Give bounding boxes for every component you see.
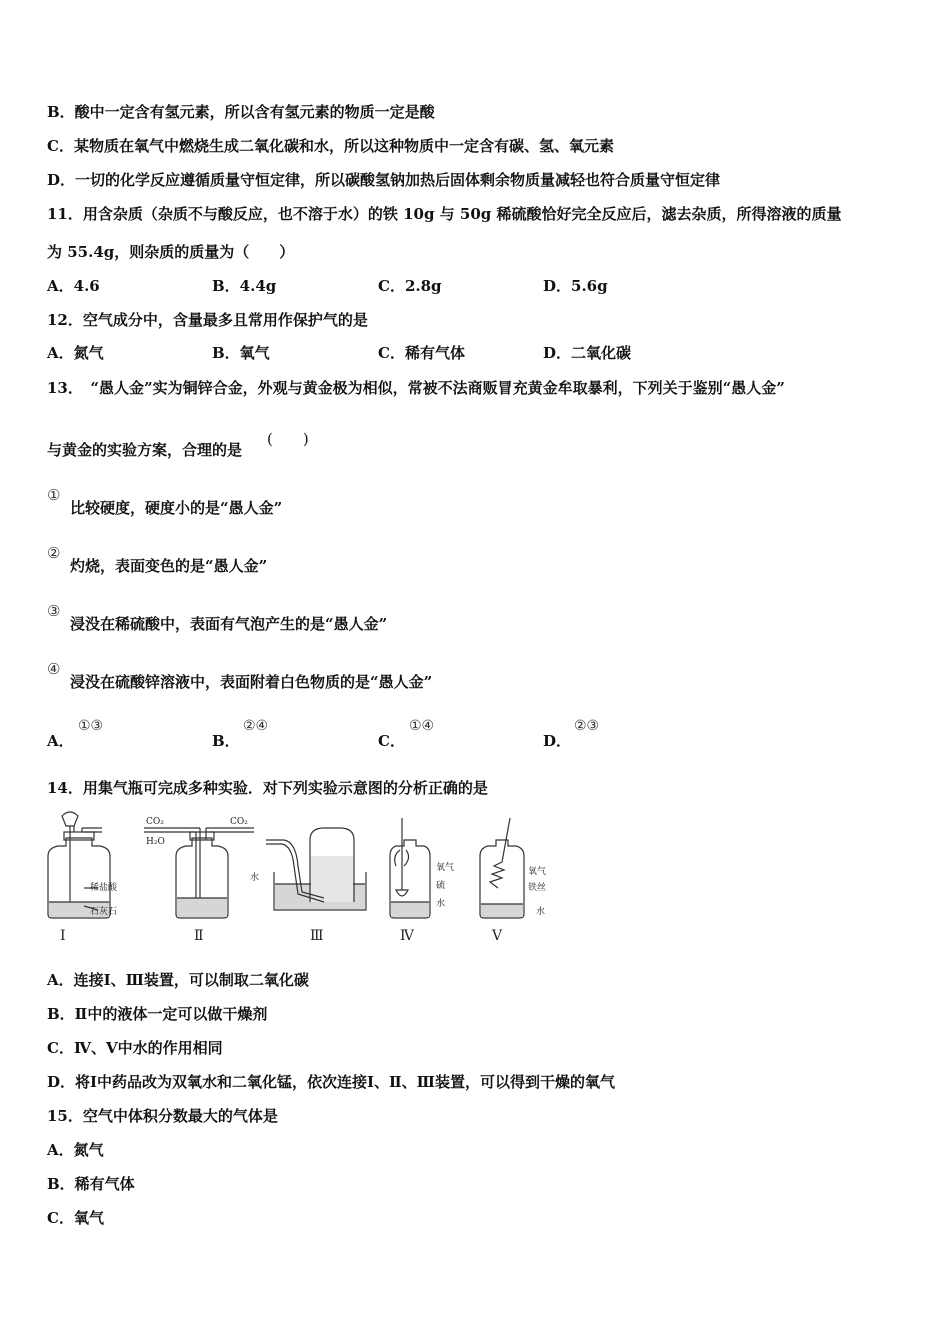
q10-option-c: C．某物质在氧气中燃烧生成二氧化碳和水，所以这种物质中一定含有碳、氢、氧元素 [47,137,614,155]
roman-5: Ⅴ [492,928,503,944]
q13-option-d: D． [543,732,572,750]
q12-stem: 12．空气成分中，含量最多且常用作保护气的是 [47,311,368,329]
label-oxygen-5: 氧气 [528,867,547,877]
label-oxygen-4: 氧气 [436,863,455,873]
q13-option-d-nums: ②③ [574,718,600,734]
q12-option-d: D．二氧化碳 [543,344,632,362]
label-co2-out: CO₂ [230,817,248,827]
q12-option-b: B．氧气 [212,344,270,362]
apparatus-4 [390,818,430,918]
q13-item4-text: 浸没在硫酸锌溶液中，表面附着白色物质的是“愚人金” [70,673,433,691]
label-co2-in: CO₂ [146,817,164,827]
q13-item4-number: ④ [47,660,61,678]
q13-item2-number: ② [47,544,61,562]
label-limestone: 石灰石 [90,907,118,917]
q12-option-a: A．氮气 [47,344,104,362]
q11-option-c: C．2.8g [378,277,442,295]
q13-stem-line2: 与黄金的实验方案，合理的是 [47,441,243,459]
q13-stem-line1: 13． “愚人金”实为铜锌合金，外观与黄金极为相似，常被不法商贩冒充黄金牟取暴利，下列关于鉴别“愚人金” [47,379,785,397]
roman-1: Ⅰ [60,928,66,944]
q12-option-c: C．稀有气体 [378,344,465,362]
label-water-3: 水 [250,873,260,883]
q13-option-c-nums: ①④ [409,718,435,734]
apparatus-5 [480,818,524,918]
q13-item3-number: ③ [47,602,61,620]
q14-option-b: B．Ⅱ中的液体一定可以做干燥剂 [47,1005,268,1023]
q11-option-a: A．4.6 [47,277,100,295]
q13-option-c: C． [378,732,405,750]
q14-stem: 14．用集气瓶可完成多种实验．对下列实验示意图的分析正确的是 [47,779,488,797]
q14-option-c: C．Ⅳ、Ⅴ中水的作用相同 [47,1039,223,1057]
q10-option-d: D．一切的化学反应遵循质量守恒定律，所以碳酸氢钠加热后固体剩余物质量减轻也符合质量守恒定律 [47,171,721,189]
apparatus-1 [48,812,110,918]
q14-option-a: A．连接Ⅰ、Ⅲ装置，可以制取二氧化碳 [47,971,309,989]
roman-4: Ⅳ [400,928,414,944]
q13-item3-text: 浸没在稀硫酸中，表面有气泡产生的是“愚人金” [70,615,388,633]
q13-option-b: B． [212,732,240,750]
q13-item1-number: ① [47,486,61,504]
label-iron-wire: 铁丝 [528,883,547,893]
roman-2: Ⅱ [194,928,204,944]
label-water-5: 水 [536,907,546,917]
q13-answer-paren: ( ) [267,430,309,448]
q13-item2-text: 灼烧，表面变色的是“愚人金” [70,557,268,575]
q14-apparatus-figure [40,806,560,946]
q11-stem-line1: 11．用含杂质（杂质不与酸反应，也不溶于水）的铁 10g 与 50g 稀硫酸恰好完全反应后，滤去杂质，所得溶液的质量 [47,205,842,223]
label-water-4: 水 [436,899,446,909]
q15-option-c: C．氧气 [47,1209,104,1227]
apparatus-3 [266,828,366,910]
q13-item1-text: 比较硬度，硬度小的是“愚人金” [70,499,283,517]
q15-stem: 15．空气中体积分数最大的气体是 [47,1107,278,1125]
label-h2o: H₂O [146,837,165,847]
q11-option-d: D．5.6g [543,277,608,295]
q15-option-a: A．氮气 [47,1141,104,1159]
q11-option-b: B．4.4g [212,277,277,295]
q15-option-b: B．稀有气体 [47,1175,135,1193]
q11-stem-line2: 为 55.4g，则杂质的质量为（ ） [47,243,295,261]
q14-option-d: D．将Ⅰ中药品改为双氧水和二氧化锰，依次连接Ⅰ、Ⅱ、Ⅲ装置，可以得到干燥的氧气 [47,1073,615,1091]
label-sulfur: 硫 [436,881,446,891]
q13-option-a: A． [47,732,74,750]
roman-3: Ⅲ [310,928,324,944]
q13-option-b-nums: ②④ [243,718,269,734]
q13-option-a-nums: ①③ [78,718,104,734]
label-acid: 稀盐酸 [90,883,118,893]
q10-option-b: B．酸中一定含有氢元素，所以含有氢元素的物质一定是酸 [47,103,435,121]
